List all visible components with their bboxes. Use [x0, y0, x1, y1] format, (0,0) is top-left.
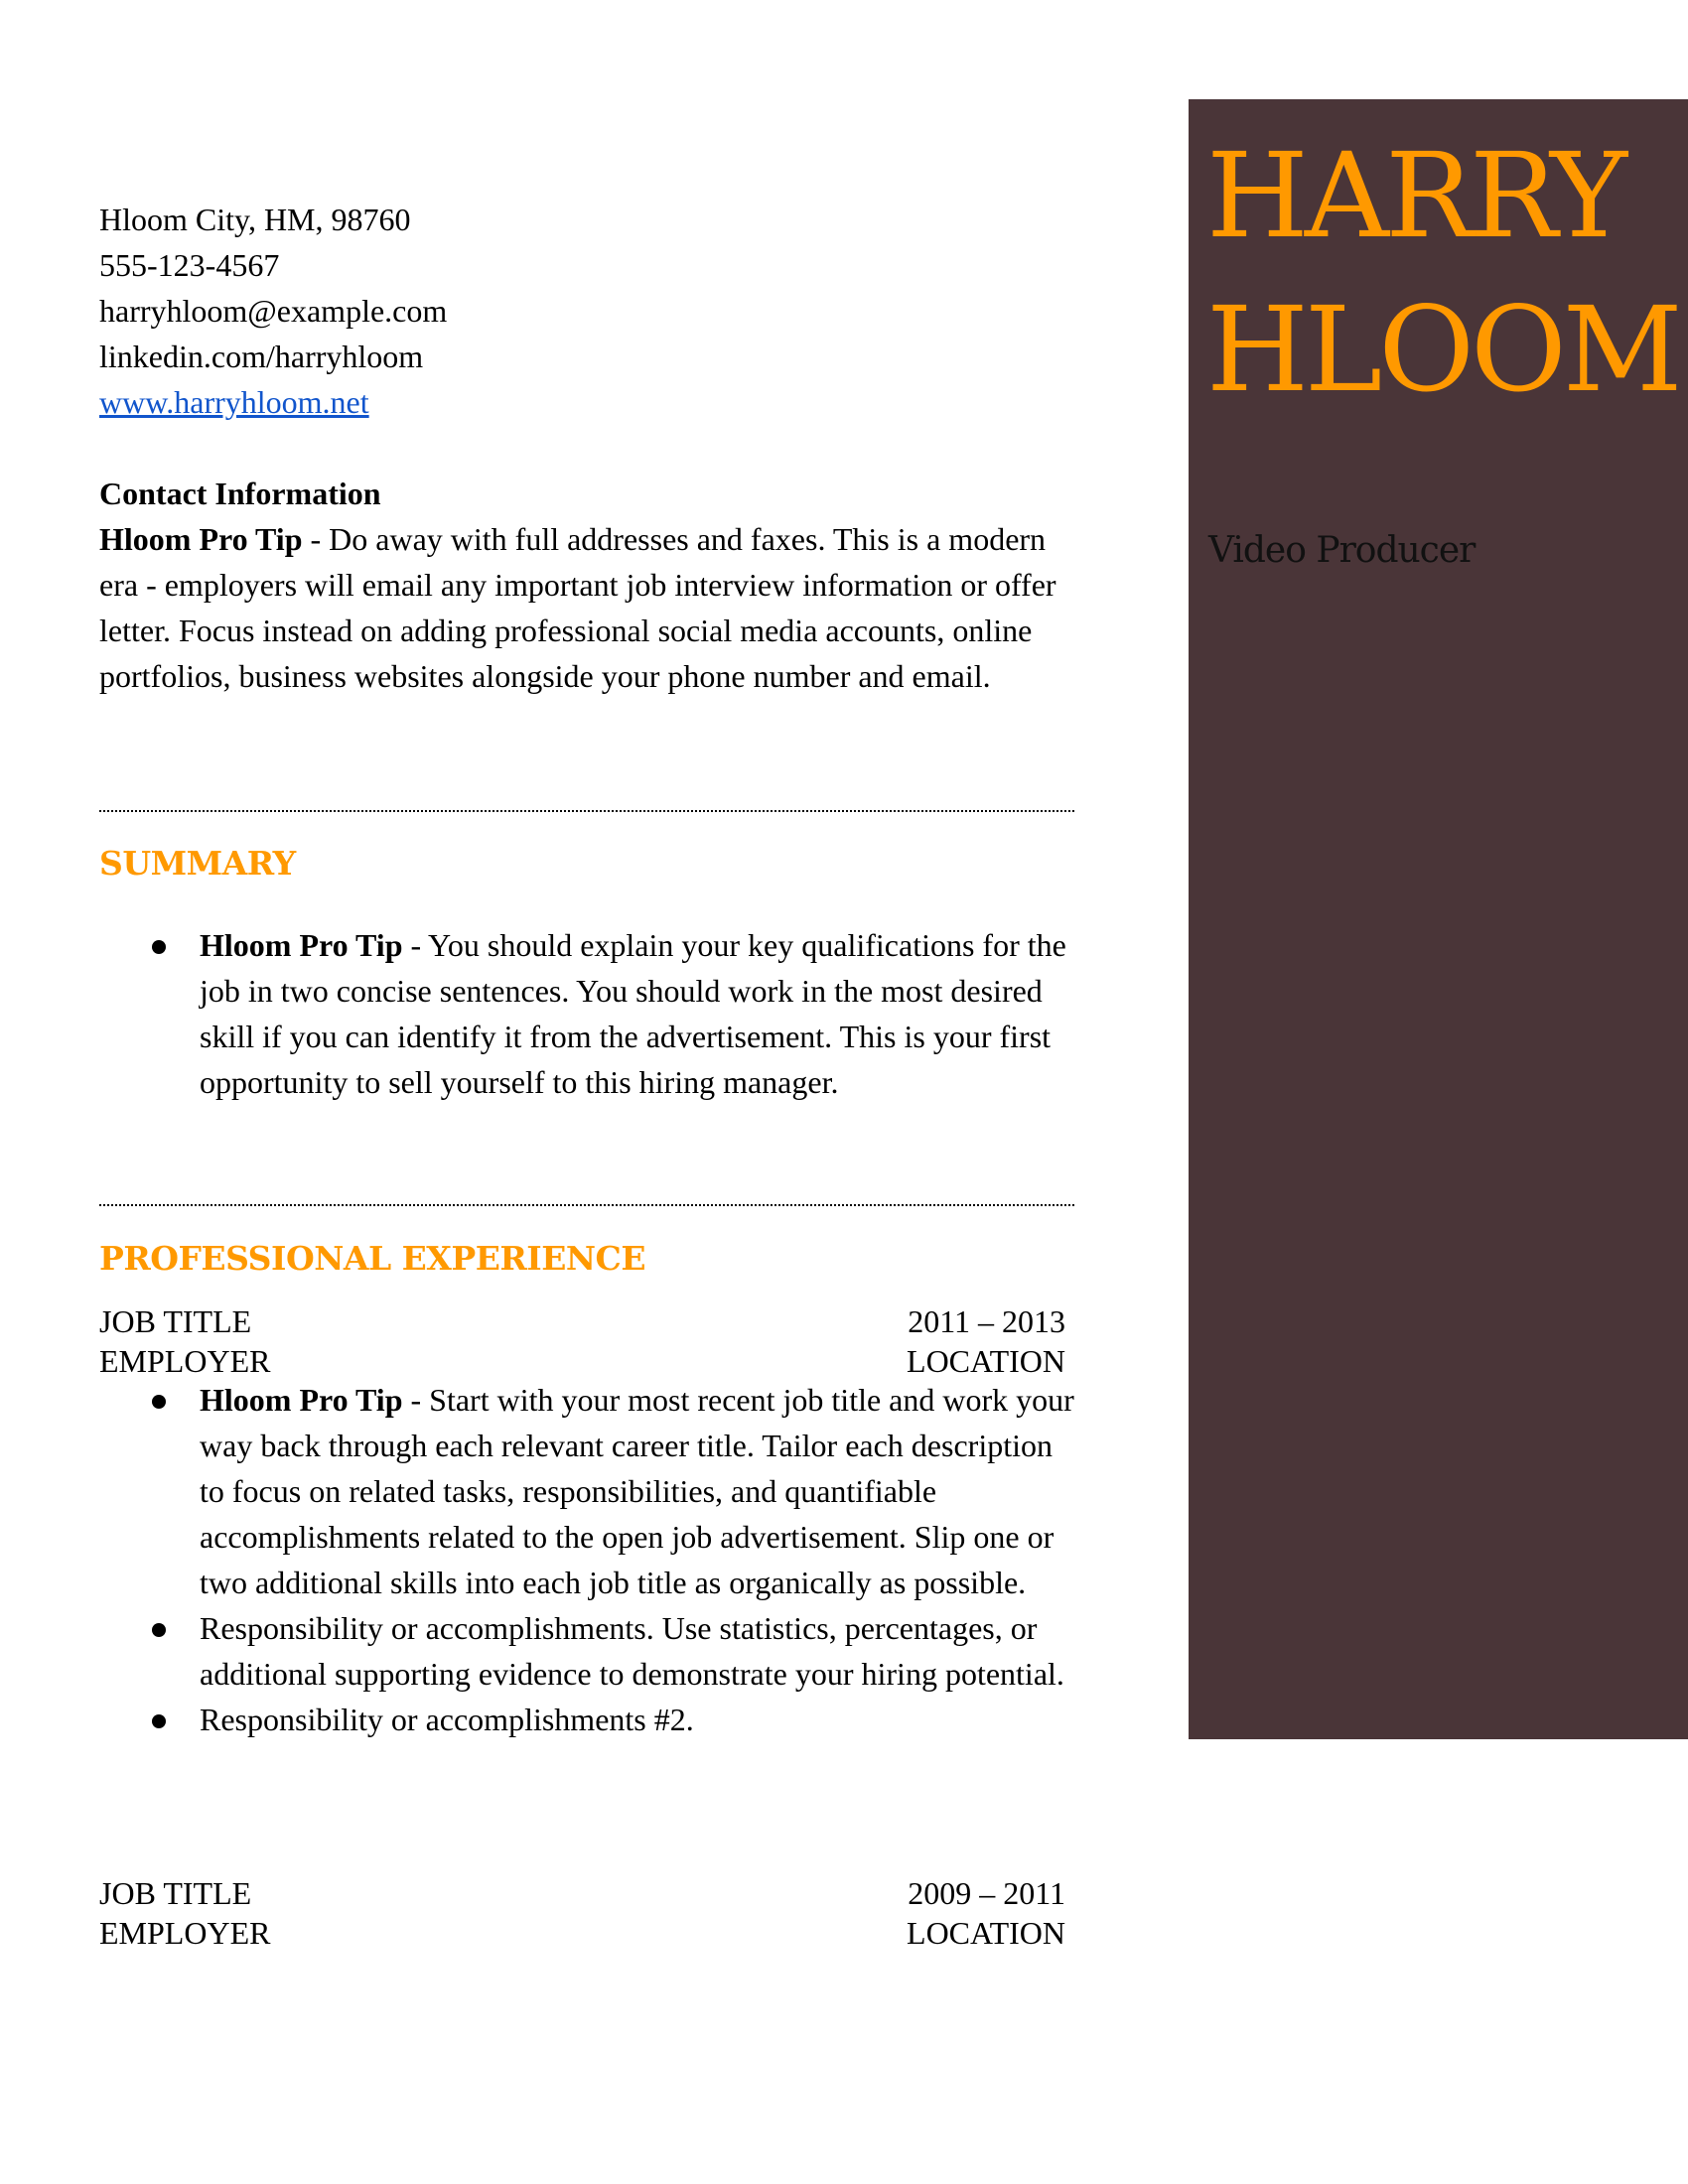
contact-block — [99, 197, 447, 425]
bullet-icon — [152, 1395, 166, 1409]
job-1-title-row — [99, 1301, 1065, 1341]
job-bullet — [99, 1697, 1077, 1742]
bullet-icon — [152, 1623, 166, 1637]
candidate-name — [1206, 119, 1679, 427]
pro-tip-label: Hloom Pro Tip — [200, 1382, 403, 1418]
contact-info-tip — [99, 516, 1072, 699]
bullet-text: - Start with your most recent job title and work your way back through each relevant career title. Tailor each description to focus on related tasks, responsibilities, and quantifiable accomplishments related to the open job advertisement. Slip one or two additional skills into each job title as organically as possible. — [200, 1382, 1074, 1600]
job-employer: EMPLOYER — [99, 1343, 271, 1379]
bullet-text: Responsibility or accomplishments #2. — [200, 1702, 694, 1737]
job-employer: EMPLOYER — [99, 1915, 271, 1951]
job-1-employer-row — [99, 1341, 1065, 1381]
section-divider — [99, 1204, 1074, 1206]
job-2-employer-row — [99, 1913, 1065, 1953]
summary-bullet — [99, 922, 1077, 1105]
job-2-title-row — [99, 1873, 1065, 1913]
contact-info-heading: Contact Information — [99, 476, 381, 511]
contact-address: Hloom City, HM, 98760 — [99, 202, 411, 237]
experience-heading: PROFESSIONAL EXPERIENCE — [99, 1239, 645, 1278]
job-dates: 2011 – 2013 — [908, 1303, 1065, 1339]
contact-website-link[interactable]: www.harryhloom.net — [99, 384, 369, 420]
sidebar-panel — [1189, 99, 1688, 1739]
name-last: HLOOM — [1206, 281, 1679, 418]
pro-tip-label: Hloom Pro Tip — [200, 927, 403, 963]
contact-email: harryhloom@example.com — [99, 293, 448, 329]
contact-info-section — [99, 471, 1082, 699]
name-first: HARRY — [1206, 127, 1624, 264]
job-location: LOCATION — [907, 1343, 1065, 1379]
pro-tip-text: - Do away with full addresses and faxes. This is a modern era - employers will email any important job interview information or offer letter. Focus instead on adding professional social media accounts, online portfolios, business websites alongside your phone number and email. — [99, 521, 1056, 694]
contact-linkedin: linkedin.com/harryhloom — [99, 339, 424, 374]
bullet-text: Responsibility or accomplishments. Use statistics, percentages, or additional supporting evidence to demonstrate your hiring potential. — [200, 1610, 1064, 1692]
bullet-icon — [152, 940, 166, 954]
job-bullet — [99, 1377, 1077, 1605]
contact-phone: 555-123-4567 — [99, 247, 280, 283]
bullet-icon — [152, 1714, 166, 1728]
summary-bullet-list — [99, 922, 1077, 1105]
job-title: JOB TITLE — [99, 1303, 252, 1339]
pro-tip-label: Hloom Pro Tip — [99, 521, 303, 557]
job-1-bullet-list — [99, 1377, 1077, 1742]
bullet-text: - You should explain your key qualifications for the job in two concise sentences. You should work in the most desired skill if you can identify it from the advertisement. This is your first opportunity to sell yourself to this hiring manager. — [200, 927, 1066, 1100]
section-divider — [99, 810, 1074, 812]
job-title: JOB TITLE — [99, 1875, 252, 1911]
job-dates: 2009 – 2011 — [908, 1875, 1065, 1911]
candidate-job-title: Video Producer — [1208, 530, 1476, 571]
job-bullet — [99, 1605, 1077, 1697]
summary-heading: SUMMARY — [99, 844, 296, 883]
job-location: LOCATION — [907, 1915, 1065, 1951]
